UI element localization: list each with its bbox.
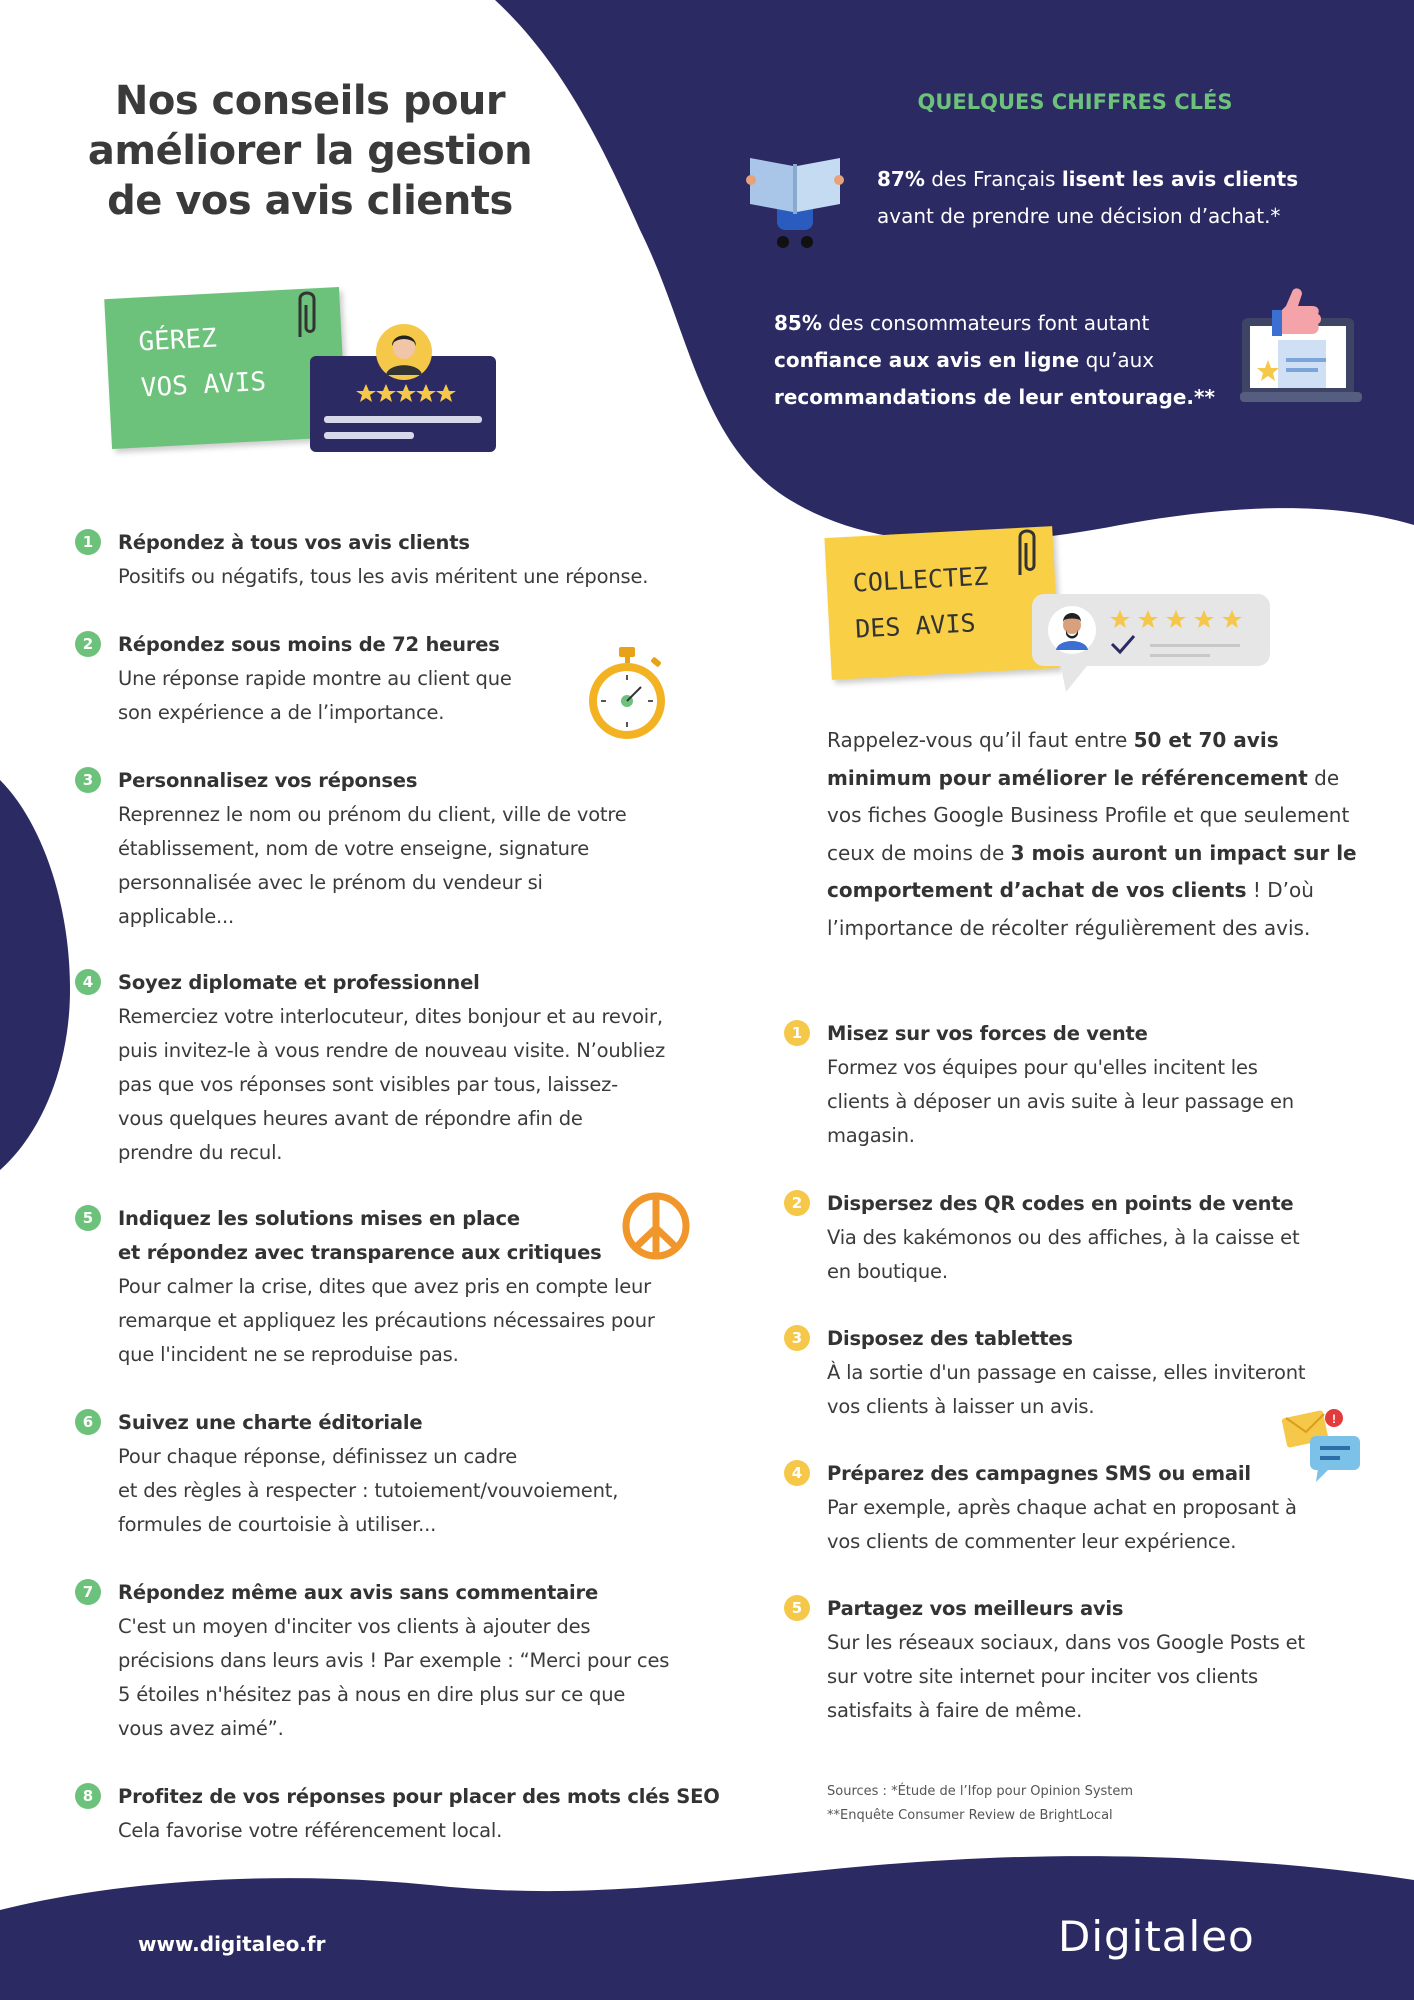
tip-body: Reprennez le nom ou prénom du client, ville de votre (118, 803, 627, 826)
tip-body: Une réponse rapide montre au client que (118, 667, 512, 690)
tip-body: son expérience a de l’importance. (118, 701, 445, 724)
list-item (75, 1202, 655, 1372)
list-item (75, 966, 665, 1170)
collect-body: en boutique. (827, 1260, 948, 1283)
tip-title: Profitez de vos réponses pour placer des mots clés SEO (118, 1785, 720, 1808)
thumbs-up-laptop-icon (1240, 288, 1365, 408)
tip-body: personnalisée avec le prénom du vendeur si (118, 871, 543, 894)
tip-number: 1 (75, 529, 101, 555)
tip-body: vous avez aimé”. (118, 1717, 284, 1740)
tip-body: Pour calmer la crise, dites que avez pris en compte leur (118, 1275, 651, 1298)
title-line: de vos avis clients (107, 178, 513, 224)
collect-body: vos clients de commenter leur expérience. (827, 1530, 1237, 1553)
message-notification-icon (1282, 1406, 1364, 1482)
tip-title: et répondez avec transparence aux critiques (118, 1241, 602, 1264)
paperclip-icon (1012, 525, 1042, 585)
collect-intro (827, 722, 1357, 947)
tip-number: 6 (75, 1409, 101, 1435)
tip-body: remarque et appliquez les précautions nécessaires pour (118, 1309, 655, 1332)
page-title (60, 76, 560, 226)
list-item (75, 1780, 720, 1848)
list-item (75, 628, 512, 730)
peace-icon (620, 1190, 692, 1262)
stat-text: qu’aux (1079, 348, 1155, 372)
tip-body: puis invitez-le à vous rendre de nouveau visite. N’oubliez (118, 1039, 665, 1062)
collect-body: clients à déposer un avis suite à leur passage en (827, 1090, 1294, 1113)
collect-body: À la sortie d'un passage en caisse, elles inviteront (827, 1361, 1306, 1384)
list-item (784, 1017, 1294, 1153)
tip-number: 8 (75, 1783, 101, 1809)
tip-title: Répondez même aux avis sans commentaire (118, 1581, 598, 1604)
tip-body: établissement, nom de votre enseigne, signature (118, 837, 589, 860)
tip-number: 3 (75, 767, 101, 793)
title-line: Nos conseils pour (114, 78, 506, 124)
tip-body: précisions dans leurs avis ! Par exemple : “Merci pour ces (118, 1649, 670, 1672)
collectez-line: COLLECTEZ (852, 561, 989, 598)
collect-title: Dispersez des QR codes en points de vente (827, 1192, 1294, 1215)
reading-person-icon (745, 150, 845, 255)
stat-87 (877, 161, 1337, 235)
stat-bold: confiance aux avis en ligne (774, 348, 1080, 372)
list-item (784, 1187, 1299, 1289)
intro-text: Rappelez-vous qu’il faut entre (827, 728, 1134, 752)
tip-number: 2 (75, 631, 101, 657)
collect-number: 5 (784, 1595, 810, 1621)
digitaleo-logo: Digitaleo (1058, 1912, 1255, 1961)
intro-text: ! D’où l’importance de récolter régulièrement des avis. (827, 878, 1314, 940)
stats-heading: QUELQUES CHIFFRES CLÉS (917, 90, 1233, 114)
tip-body: Cela favorise votre référencement local. (118, 1819, 503, 1842)
stat-text: des consommateurs font autant (821, 311, 1150, 335)
stat-bold: lisent les avis clients (1061, 167, 1299, 191)
stat-pct: 87% (877, 167, 925, 191)
gerez-line: GÉREZ (137, 323, 218, 358)
tip-body: pas que vos réponses sont visibles par tous, laissez- (118, 1073, 618, 1096)
collect-list (784, 1017, 1384, 1737)
stat-bold: recommandations de leur entourage.** (774, 385, 1215, 409)
collect-body: satisfaits à faire de même. (827, 1699, 1083, 1722)
tip-body: que l'incident ne se reproduise pas. (118, 1343, 459, 1366)
list-item (75, 526, 648, 594)
collect-body: Sur les réseaux sociaux, dans vos Google Posts et (827, 1631, 1305, 1654)
list-item (784, 1322, 1305, 1424)
collect-body: sur votre site internet pour inciter vos clients (827, 1665, 1258, 1688)
tip-body: prendre du recul. (118, 1141, 283, 1164)
tip-title: Suivez une charte éditoriale (118, 1411, 423, 1434)
collect-body: Via des kakémonos ou des affiches, à la caisse et (827, 1226, 1300, 1249)
tip-number: 5 (75, 1205, 101, 1231)
list-item (784, 1592, 1305, 1728)
collect-body: Par exemple, après chaque achat en proposant à (827, 1496, 1297, 1519)
collect-title: Disposez des tablettes (827, 1327, 1073, 1350)
tip-body: formules de courtoisie à utiliser... (118, 1513, 437, 1536)
footer-url-link[interactable]: www.digitaleo.fr (138, 1932, 326, 1956)
collect-number: 4 (784, 1460, 810, 1486)
gerez-line: VOS AVIS (140, 366, 267, 404)
review-card-icon (308, 320, 498, 455)
intro-text: de vos fiches Google Business Profile et que seulement ceux de moins de (827, 765, 1350, 865)
tip-title: Personnalisez vos réponses (118, 769, 418, 792)
source-line: Sources : *Étude de l’Ifop pour Opinion System (827, 1784, 1134, 1799)
source-line: **Enquête Consumer Review de BrightLocal (827, 1808, 1113, 1823)
tip-body: Remerciez votre interlocuteur, dites bonjour et au revoir, (118, 1005, 663, 1028)
tip-title: Indiquez les solutions mises en place (118, 1207, 520, 1230)
intro-bold: 50 et 70 avis minimum pour améliorer le référencement (827, 728, 1308, 790)
stat-pct: 85% (774, 311, 822, 335)
tip-title: Répondez à tous vos avis clients (118, 531, 470, 554)
svg-text:!: ! (1332, 1412, 1336, 1426)
list-item (75, 764, 627, 934)
collect-body: vos clients à laisser un avis. (827, 1395, 1095, 1418)
tip-body: C'est un moyen d'inciter vos clients à ajouter des (118, 1615, 591, 1638)
list-item (75, 1406, 618, 1542)
sources (827, 1780, 1133, 1828)
list-item (75, 1576, 669, 1746)
tip-title: Soyez diplomate et professionnel (118, 971, 480, 994)
review-bubble-icon (1030, 592, 1272, 694)
title-line: améliorer la gestion (87, 128, 533, 174)
left-blob (0, 780, 70, 1170)
stat-text: des Français (924, 167, 1062, 191)
tip-number: 4 (75, 969, 101, 995)
stat-85 (774, 305, 1234, 416)
collectez-line: DES AVIS (854, 608, 977, 644)
stat-text: avant de prendre une décision d’achat.* (877, 204, 1281, 228)
tip-number: 7 (75, 1579, 101, 1605)
collect-title: Partagez vos meilleurs avis (827, 1597, 1124, 1620)
collect-body: Formez vos équipes pour qu'elles incitent les (827, 1056, 1258, 1079)
tip-body: vous quelques heures avant de répondre afin de (118, 1107, 583, 1130)
collect-number: 3 (784, 1325, 810, 1351)
tip-body: Pour chaque réponse, définissez un cadre (118, 1445, 518, 1468)
top-right-wave (495, 0, 1414, 542)
tip-body: et des règles à respecter : tutoiement/vouvoiement, (118, 1479, 619, 1502)
tip-body: applicable... (118, 905, 234, 928)
collect-title: Préparez des campagnes SMS ou email (827, 1462, 1251, 1485)
intro-bold: 3 mois auront un impact sur le comportement d’achat de vos clients (827, 840, 1357, 902)
list-item (784, 1457, 1297, 1559)
stopwatch-icon (585, 645, 670, 740)
tip-body: 5 étoiles n'hésitez pas à nous en dire plus sur ce que (118, 1683, 626, 1706)
collect-number: 2 (784, 1190, 810, 1216)
collect-body: magasin. (827, 1124, 915, 1147)
tip-body: Positifs ou négatifs, tous les avis méritent une réponse. (118, 565, 649, 588)
collect-title: Misez sur vos forces de vente (827, 1022, 1148, 1045)
collect-number: 1 (784, 1020, 810, 1046)
tip-title: Répondez sous moins de 72 heures (118, 633, 500, 656)
